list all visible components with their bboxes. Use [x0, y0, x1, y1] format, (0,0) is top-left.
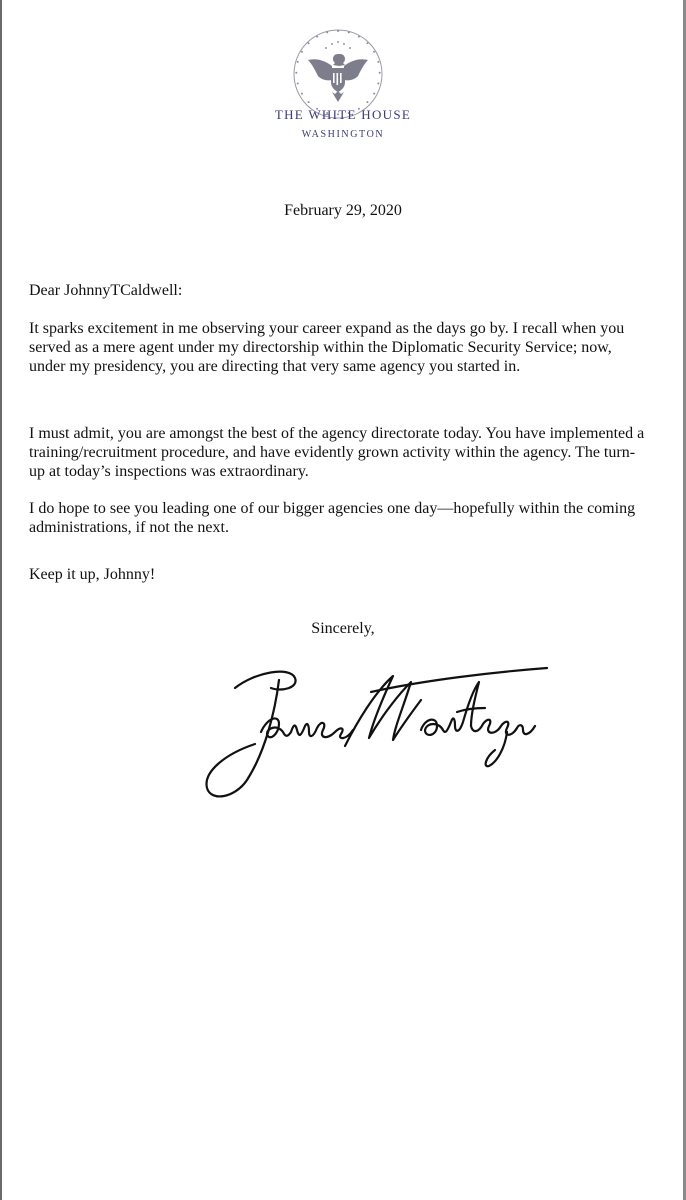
- paragraph-3: I do hope to see you leading one of our bigger agencies one day—hopefully within the coming administrations, if not the next.: [29, 500, 636, 536]
- letterhead-subtitle: WASHINGTON: [301, 129, 385, 140]
- closing-line: Keep it up, Johnny!: [29, 566, 156, 583]
- page-left-edge: [0, 0, 2, 1200]
- letter-date: February 29, 2020: [284, 202, 402, 219]
- salutation: Dear JohnnyTCaldwell:: [29, 282, 183, 299]
- signature: [195, 652, 555, 812]
- paragraph-1: It sparks excitement in me observing your career expand as the days go by. I recall when you served as a mere agent under my directorship within the Diplomatic Security Service; now, under my presidency, you are directing that very same agency you started in.: [29, 320, 625, 375]
- letterhead-title: THE WHITE HOUSE: [274, 107, 412, 122]
- paragraph-2: I must admit, you are amongst the best of the agency directorate today. You have implemented a training/recruitment procedure, and have evidently grown activity within the agency. The turn-up at today’s inspections was extraordinary.: [29, 425, 645, 480]
- valediction: Sincerely,: [311, 620, 375, 637]
